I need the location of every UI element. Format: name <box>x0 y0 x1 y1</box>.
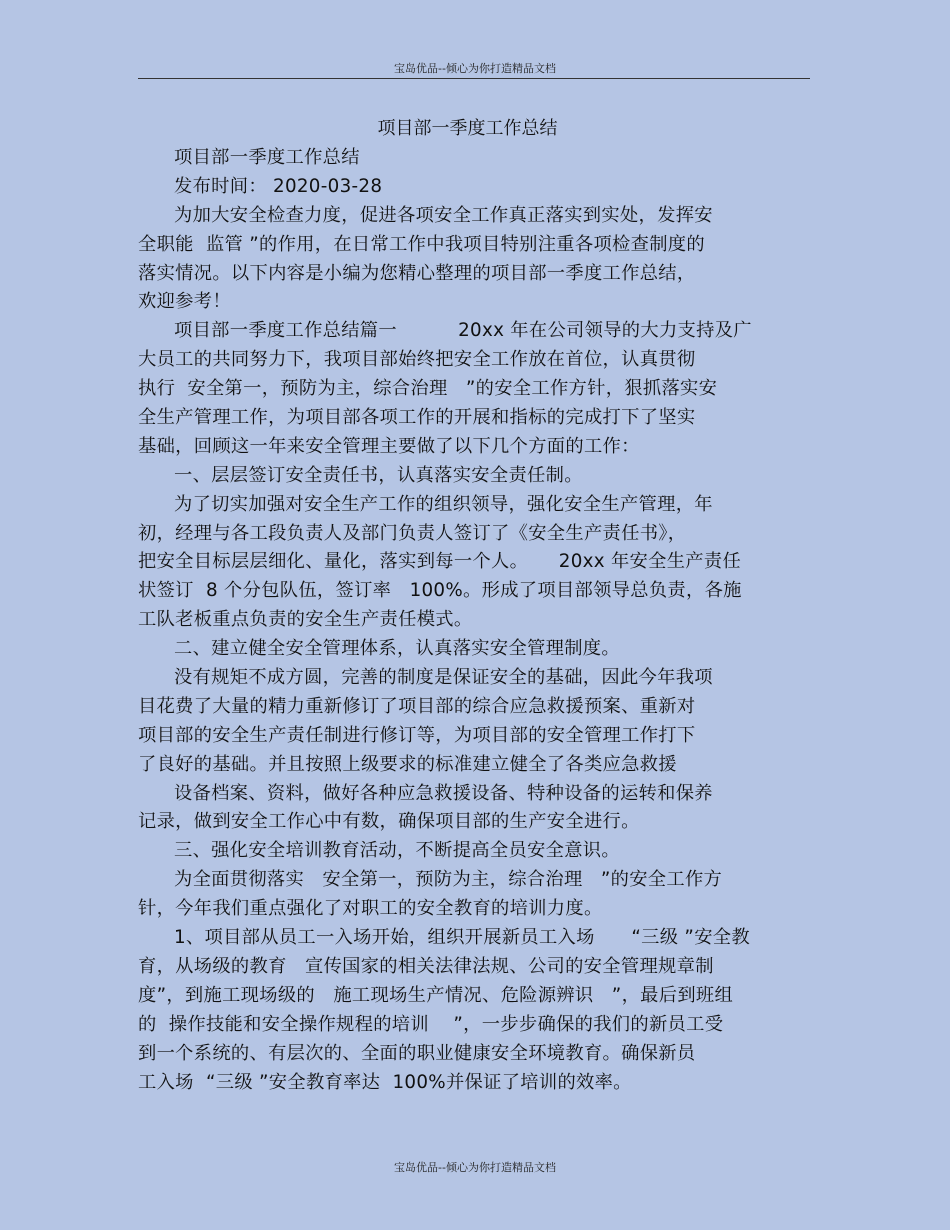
page-footer: 宝岛优品--倾心为你打造精品文档 <box>394 1161 556 1174</box>
document-body <box>138 144 798 1097</box>
document-title: 项目部一季度工作总结 <box>377 118 558 139</box>
paragraph-line: 没有规矩不成方圆，完善的制度是保证安全的基础，因此今年我项 <box>174 667 713 689</box>
paragraph-line: 育，从场级的教育 宣传国家的相关法律法规、公司的安全管理规章制 <box>138 955 714 977</box>
paragraph-line: 欢迎参考！ <box>138 291 231 313</box>
paragraph-line: 目花费了大量的精力重新修订了项目部的综合应急救援预案、重新对 <box>138 695 696 717</box>
paragraph-line: 的 操作技能和安全操作规程的培训 ”，一步步确保的我们的新员工受 <box>138 1013 724 1035</box>
section-heading: 一、层层签订安全责任书，认真落实安全责任制。 <box>174 464 583 486</box>
paragraph-line: 1、项目部从员工一入场开始，组织开展新员工入场 “三级 ”安全教 <box>174 927 750 949</box>
paragraph-line: 大员工的共同努力下，我项目部始终把安全工作放在首位，认真贯彻 <box>138 349 696 371</box>
paragraph-line: 了良好的基础。并且按照上级要求的标准建立健全了各类应急救援 <box>138 753 677 775</box>
paragraph-line: 到一个系统的、有层次的、全面的职业健康安全环境教育。确保新员 <box>138 1042 696 1064</box>
paragraph-line: 全职能 监管 ”的作用，在日常工作中我项目特别注重各项检查制度的 <box>138 233 705 255</box>
publish-date-line: 发布时间： 2020-03-28 <box>174 175 383 197</box>
page-header: 宝岛优品--倾心为你打造精品文档 <box>394 62 556 75</box>
paragraph-line: 初，经理与各工段负责人及部门负责人签订了《安全生产责任书》， <box>138 522 687 544</box>
section-heading: 二、建立健全安全管理体系，认真落实安全管理制度。 <box>174 638 620 660</box>
paragraph-line: 执行 安全第一，预防为主，综合治理 ”的安全工作方针，狠抓落实安 <box>138 378 718 400</box>
paragraph-line: 基础，回顾这一年来安全管理主要做了以下几个方面的工作： <box>138 435 640 457</box>
paragraph-line: 全生产管理工作，为项目部各项工作的开展和指标的完成打下了坚实 <box>138 407 696 429</box>
paragraph-line: 把安全目标层层细化、量化，落实到每一个人。 20xx 年安全生产责任 <box>138 551 742 573</box>
paragraph-line: 工队老板重点负责的安全生产责任模式。 <box>138 609 473 631</box>
paragraph-line: 落实情况。以下内容是小编为您精心整理的项目部一季度工作总结， <box>138 262 696 284</box>
paragraph-line: 度”，到施工现场级的 施工现场生产情况、危险源辨识 ”，最后到班组 <box>138 984 734 1006</box>
paragraph-line: 针，今年我们重点强化了对职工的安全教育的培训力度。 <box>138 898 603 920</box>
paragraph-line: 状签订 8 个分包队伍，签订率 100%。形成了项目部领导总负责，各施 <box>138 580 742 602</box>
paragraph-line: 为加大安全检查力度，促进各项安全工作真正落实到实处，发挥安 <box>174 204 713 226</box>
paragraph-line: 记录，做到安全工作心中有数，确保项目部的生产安全进行。 <box>138 811 640 833</box>
paragraph-line: 设备档案、资料，做好各种应急救援设备、特种设备的运转和保养 <box>174 782 713 804</box>
header-divider <box>138 78 810 79</box>
paragraph-line: 项目部一季度工作总结篇一 20xx 年在公司领导的大力支持及广 <box>174 320 752 342</box>
section-heading: 三、强化安全培训教育活动，不断提高全员安全意识。 <box>174 840 620 862</box>
paragraph-line: 为了切实加强对安全生产工作的组织领导，强化安全生产管理，年 <box>174 493 713 515</box>
paragraph-line: 为全面贯彻落实 安全第一，预防为主，综合治理 ”的安全工作方 <box>174 869 723 891</box>
paragraph-line: 工入场 “三级 ”安全教育率达 100%并保证了培训的效率。 <box>138 1071 632 1093</box>
paragraph-line: 项目部的安全生产责任制进行修订等，为项目部的安全管理工作打下 <box>138 724 696 746</box>
subtitle-line: 项目部一季度工作总结 <box>174 147 360 168</box>
